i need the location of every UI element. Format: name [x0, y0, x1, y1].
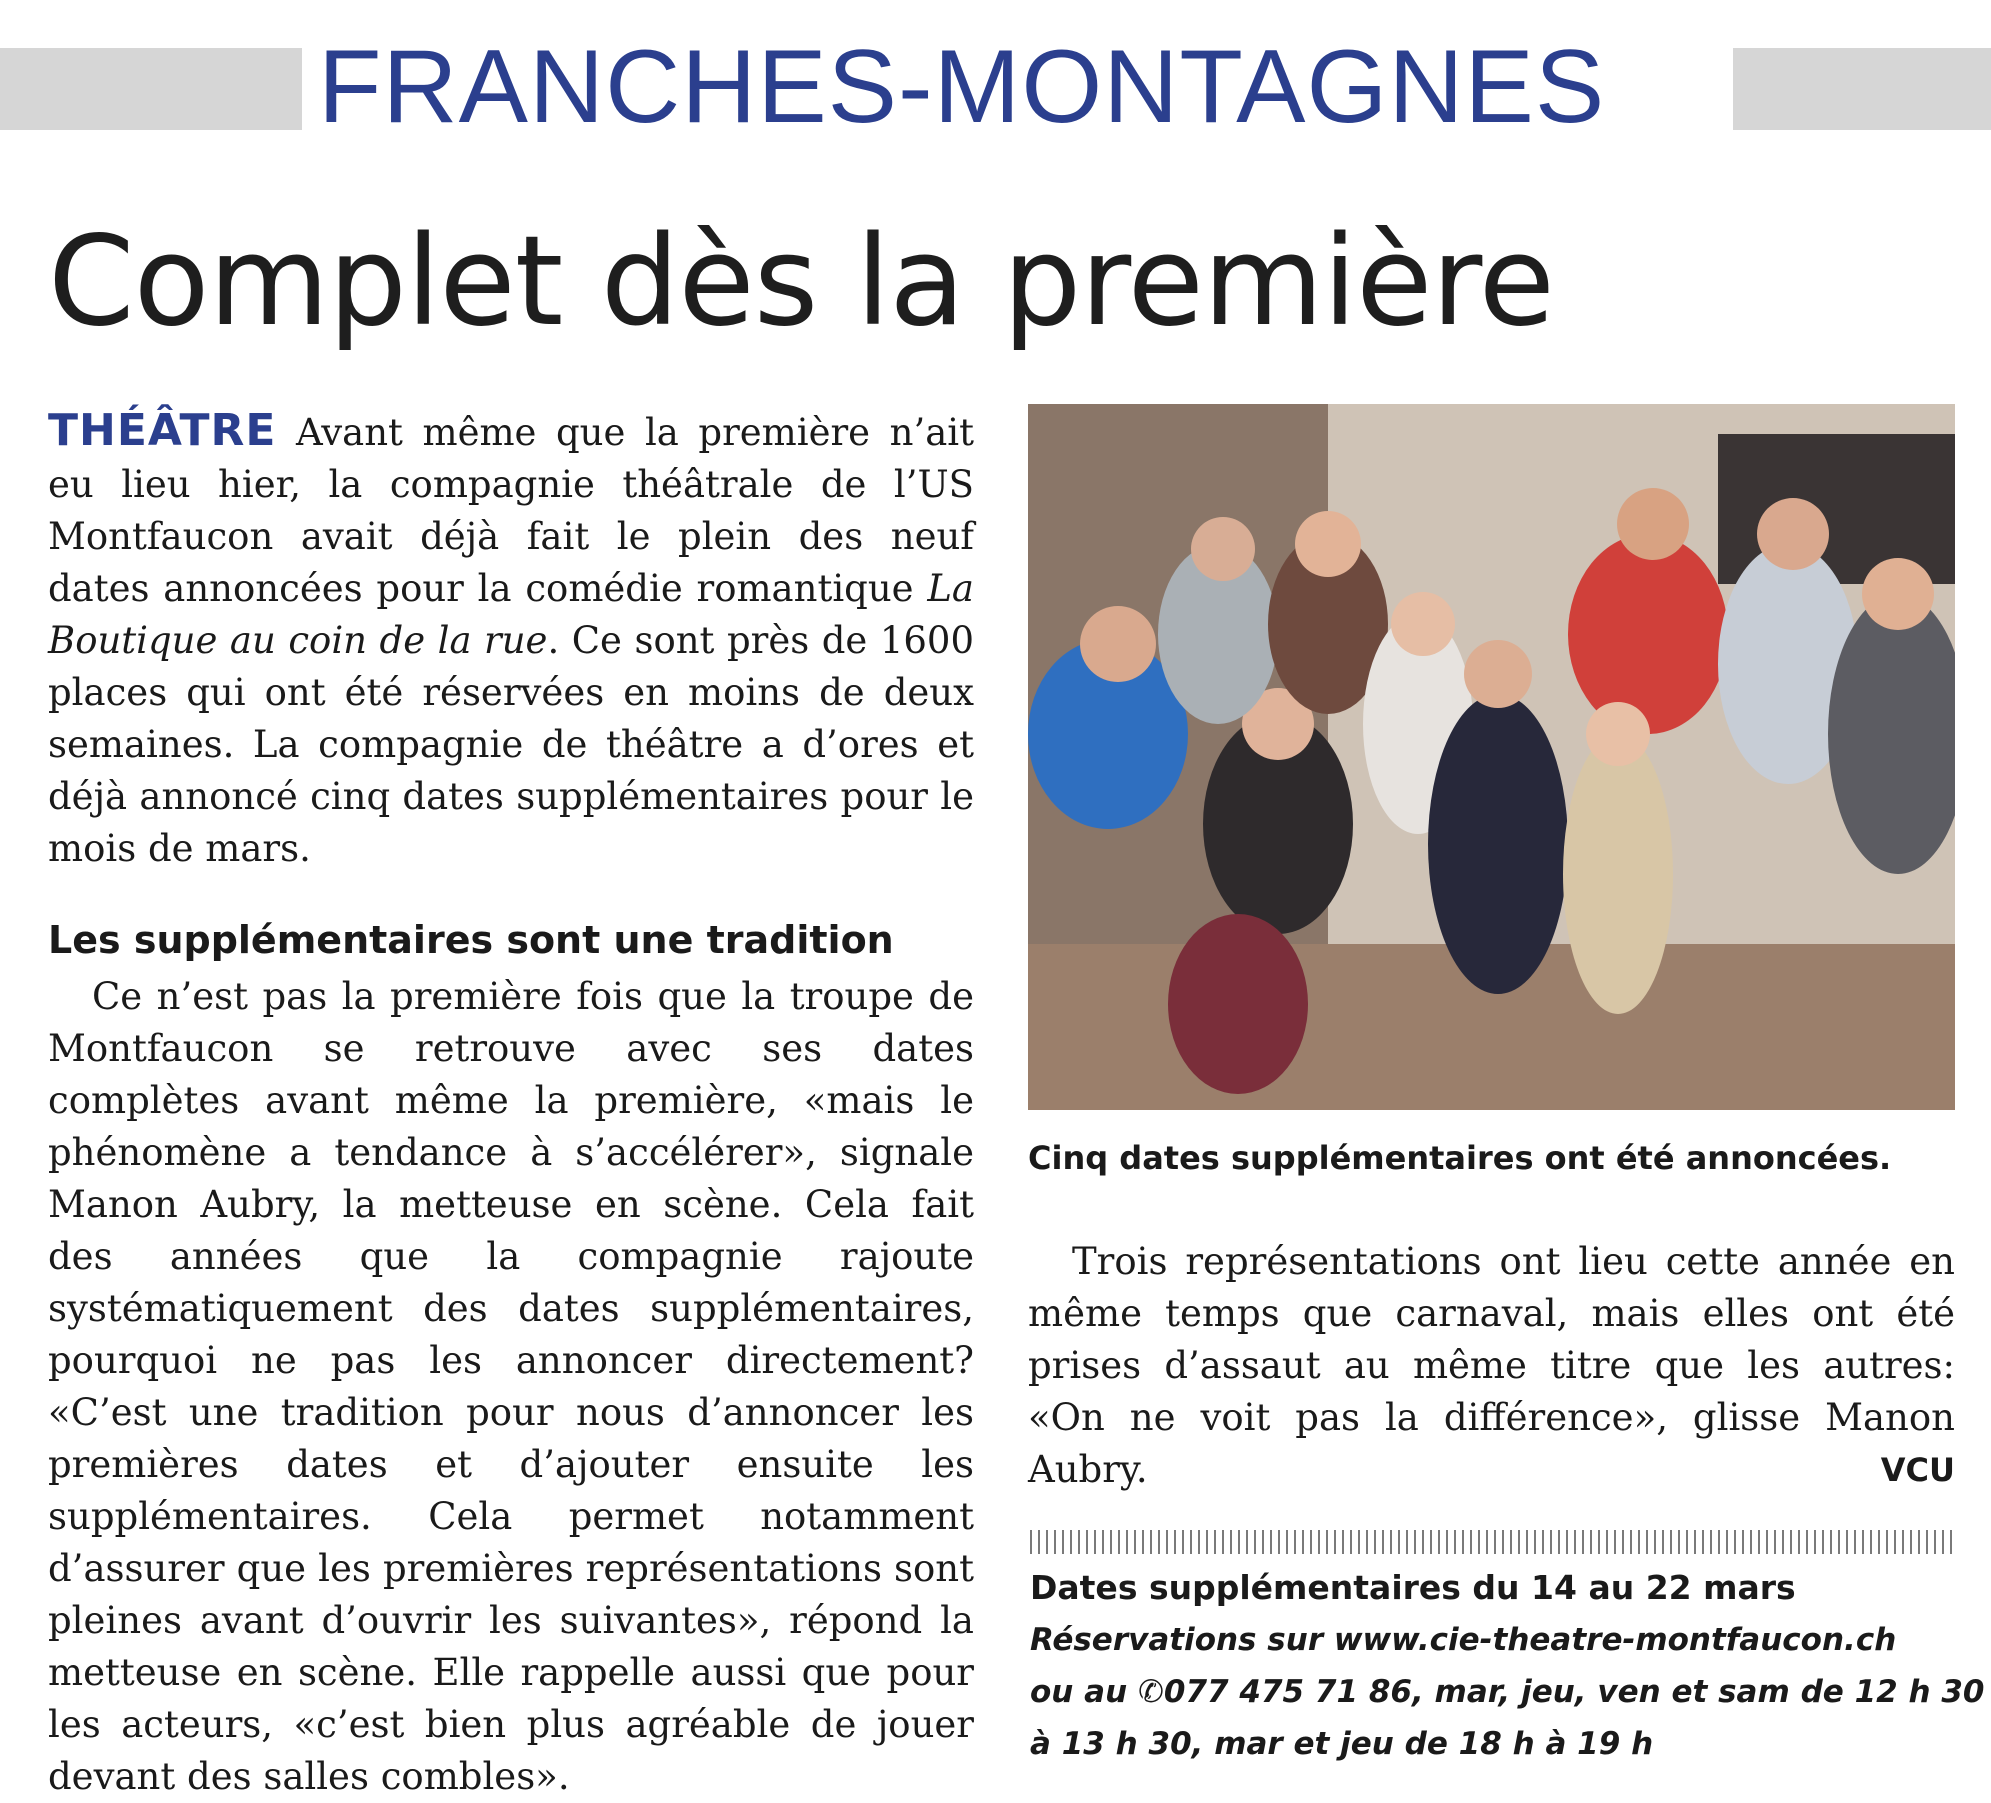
- lead-text-end: . Ce sont près de 1600 places qui ont été réservées en moins de deux semaines. La compagnie de théâtre a d’ores et déjà annoncé cinq dates supplémentaires pour le mois de mars.: [48, 619, 974, 870]
- article-left-column: [48, 405, 974, 1803]
- body-paragraph-2-text: Trois représentations ont lieu cette année en même temps que carnaval, mais elles ont été prises d’assaut au même titre que les autres: «On ne voit pas la différence», glisse Manon Aubry.: [1028, 1240, 1955, 1491]
- section-title: FRANCHES-MONTAGNES: [318, 29, 1606, 145]
- kicker: THÉÂTRE: [48, 405, 277, 456]
- body-paragraph-2: [1028, 1236, 1955, 1496]
- article-photo: [1028, 404, 1955, 1110]
- subhead: Les supplémentaires sont une tradition: [48, 918, 894, 962]
- play-title: La Boutique au coin de la rue: [48, 567, 974, 662]
- lead-paragraph: [48, 405, 974, 875]
- article-right-column: [1028, 1236, 1955, 1496]
- reservation-hours: à 13 h 30, mar et jeu de 18 h à 19 h: [1030, 1726, 1654, 1762]
- info-separator: [1030, 1530, 1954, 1554]
- photo-caption: Cinq dates supplémentaires ont été annoncées.: [1028, 1139, 1892, 1177]
- lead-text-start: Avant même que la première n’ait eu lieu hier, la compagnie théâtrale de l’US Montfaucon avait déjà fait le plein des neuf dates annoncées pour la comédie romantique: [48, 411, 974, 610]
- photo-illustration: [1028, 404, 1955, 1110]
- info-box-title: Dates supplémentaires du 14 au 22 mars: [1030, 1568, 1796, 1607]
- headline: Complet dès la première: [48, 210, 1554, 354]
- author-signature: VCU: [1880, 1451, 1955, 1489]
- body-paragraph-1: Ce n’est pas la première fois que la troupe de Montfaucon se retrouve avec ses dates complètes avant même la première, «mais le phénomène a tendance à s’accélérer», signale Manon Aubry, la metteuse en scène. Cela fait des années que la compagnie rajoute systématiquement des dates supplémentaires, pourquoi ne pas les annoncer directement? «C’est une tradition pour nous d’annoncer les premières dates et d’ajouter ensuite les supplémentaires. Cela permet notamment d’assurer que les premières représentations sont pleines avant d’ouvrir les suivantes», répond la metteuse en scène. Elle rappelle aussi que pour les acteurs, «c’est bien plus agréable de jouer devant des salles combles».: [48, 975, 974, 1798]
- section-bar-left: [0, 48, 302, 130]
- reservation-phone: ou au ✆077 475 71 86, mar, jeu, ven et sam de 12 h 30: [1030, 1674, 1985, 1710]
- section-bar-right: [1733, 48, 1991, 130]
- reservation-website: Réservations sur www.cie-theatre-montfaucon.ch: [1030, 1622, 1897, 1658]
